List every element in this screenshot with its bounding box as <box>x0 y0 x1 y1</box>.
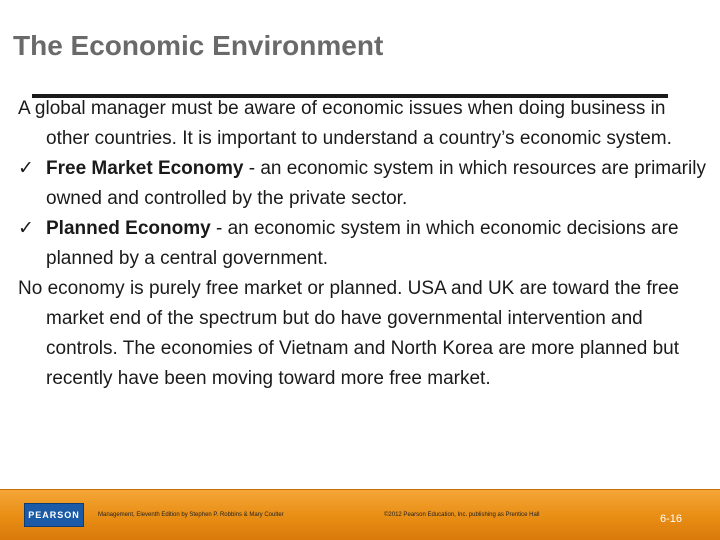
page-number: 6-16 <box>660 513 683 525</box>
checkmark-icon: ✓ <box>18 158 34 179</box>
bullet-text: - an economic system in which economic decisions are planned by a central government. <box>46 218 679 269</box>
bullet-term: Free Market Economy <box>46 158 244 179</box>
footer-copyright: ©2012 Pearson Education, Inc. publishing as Prentice Hall <box>384 512 540 518</box>
footer-credit: Management, Eleventh Edition by Stephen P. Robbins & Mary Coulter <box>98 512 284 518</box>
slide-body <box>18 94 712 394</box>
pearson-logo: PEARSON <box>24 503 84 527</box>
closing-paragraph: No economy is purely free market or planned. USA and UK are toward the free market end of the spectrum but do have governmental intervention and controls. The economies of Vietnam and North Korea are more planned but recently have been moving toward more free market. <box>18 278 680 389</box>
intro-paragraph: A global manager must be aware of economic issues when doing business in other countries. It is important to understand a country’s economic system. <box>18 98 672 149</box>
bullet-text: - an economic system in which resources are primarily owned and controlled by the private sector. <box>46 158 706 209</box>
slide-title: The Economic Environment <box>13 30 384 61</box>
bullet-free-market <box>18 154 712 214</box>
bullet-planned <box>18 214 712 274</box>
bullet-term: Planned Economy <box>46 218 211 239</box>
checkmark-icon: ✓ <box>18 218 34 239</box>
